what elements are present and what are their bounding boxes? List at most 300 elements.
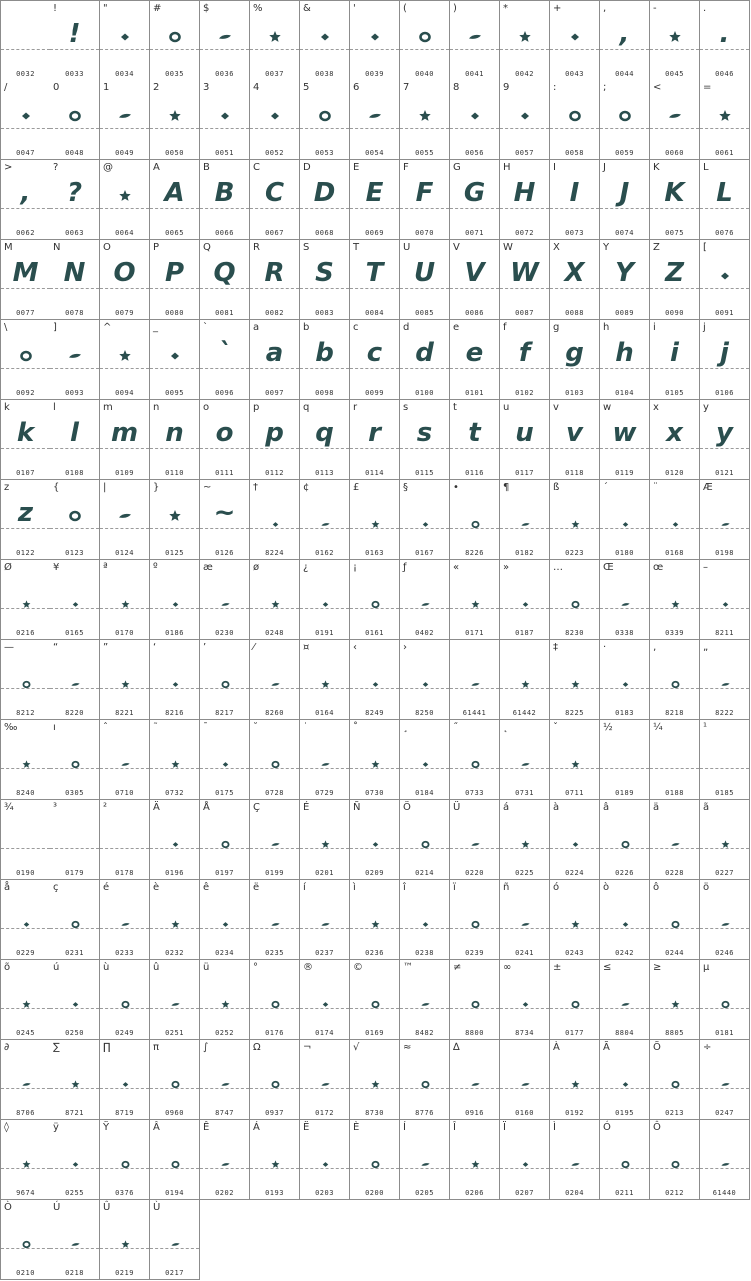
glyph-cell	[600, 480, 650, 560]
character-code: 0226	[615, 869, 634, 877]
glyph-cell	[600, 560, 650, 640]
glyph-cell	[300, 880, 350, 960]
character-code: 0229	[16, 949, 35, 957]
baseline-guide	[600, 768, 649, 769]
character-code: 0098	[315, 389, 334, 397]
character-code: 0095	[165, 389, 184, 397]
glyph-cell	[600, 80, 650, 160]
glyph-cell	[400, 640, 450, 720]
glyph-preview: W	[510, 258, 539, 288]
character-label: Ü	[453, 802, 461, 813]
character-label: ¥	[53, 562, 60, 573]
character-code: 0249	[115, 1029, 134, 1037]
character-label: •	[453, 482, 459, 493]
o-placeholder-icon	[67, 508, 83, 528]
character-label: ¿	[303, 562, 309, 573]
character-label: ç	[53, 882, 59, 893]
character-code: 0237	[315, 949, 334, 957]
glyph-cell	[500, 1120, 550, 1200]
glyph-preview: s	[416, 418, 433, 448]
star-placeholder-icon	[117, 348, 133, 368]
baseline-guide	[150, 368, 199, 369]
character-code: 0241	[515, 949, 534, 957]
star-placeholder-icon	[167, 108, 183, 128]
glyph-cell	[100, 1200, 150, 1280]
dot-placeholder-icon	[70, 595, 81, 614]
glyph-cell	[100, 0, 150, 81]
character-label: &	[303, 3, 311, 14]
character-code: 0711	[565, 789, 584, 797]
baseline-guide	[400, 128, 449, 129]
character-label: a	[253, 322, 260, 333]
glyph-preview: U	[413, 258, 436, 288]
glyph-cell	[50, 960, 100, 1040]
star-placeholder-icon	[21, 595, 32, 614]
glyph-cell	[600, 1120, 650, 1200]
dash-placeholder-icon	[420, 995, 431, 1014]
character-code: 0180	[615, 549, 634, 557]
dot-placeholder-icon	[670, 515, 681, 534]
glyph-cell	[250, 800, 300, 880]
o-placeholder-icon	[270, 1075, 281, 1094]
character-label: ≥	[653, 962, 662, 973]
dash-placeholder-icon	[70, 675, 81, 694]
glyph-cell	[350, 560, 400, 640]
o-placeholder-icon	[220, 835, 231, 854]
baseline-guide	[650, 768, 699, 769]
character-code: 0223	[565, 549, 584, 557]
character-code: 0213	[665, 1109, 684, 1117]
glyph-cell	[350, 160, 400, 240]
character-label: Â	[153, 1122, 160, 1133]
baseline-guide	[650, 49, 699, 50]
character-code: 0035	[165, 70, 184, 78]
character-code: 0051	[215, 149, 234, 157]
character-code: 0188	[665, 789, 684, 797]
dot-placeholder-icon	[567, 29, 583, 49]
character-code: 0079	[115, 309, 134, 317]
character-label: 9	[503, 82, 510, 93]
character-code: 0082	[265, 309, 284, 317]
character-label: ˆ	[103, 722, 108, 733]
character-code: 0245	[16, 1029, 35, 1037]
character-code: 0083	[315, 309, 334, 317]
star-placeholder-icon	[170, 755, 181, 774]
baseline-guide	[400, 49, 449, 50]
glyph-preview: q	[315, 418, 334, 448]
glyph-cell	[0, 960, 51, 1040]
glyph-cell	[350, 400, 400, 480]
o-placeholder-icon	[21, 675, 32, 694]
o-placeholder-icon	[670, 915, 681, 934]
character-code: 0219	[115, 1269, 134, 1277]
character-code: 0036	[215, 70, 234, 78]
character-code: 0161	[365, 629, 384, 637]
character-label: e	[453, 322, 460, 333]
character-label: à	[553, 802, 560, 813]
glyph-cell	[50, 320, 100, 400]
character-label: P	[153, 242, 160, 253]
glyph-cell	[200, 160, 250, 240]
glyph-cell	[450, 480, 500, 560]
dash-placeholder-icon	[170, 1235, 181, 1254]
glyph-cell	[200, 640, 250, 720]
character-code: 0052	[265, 149, 284, 157]
o-placeholder-icon	[617, 108, 633, 128]
character-label: Œ	[603, 562, 614, 573]
character-label: Ö	[403, 802, 411, 813]
star-placeholder-icon	[267, 29, 283, 49]
character-code: 0185	[715, 789, 734, 797]
character-label: @	[103, 162, 113, 173]
glyph-cell	[500, 320, 550, 400]
glyph-cell	[650, 160, 700, 240]
character-label: t	[453, 402, 457, 413]
glyph-cell	[50, 720, 100, 800]
star-placeholder-icon	[21, 755, 32, 774]
o-placeholder-icon	[120, 1155, 131, 1174]
character-code: 0066	[215, 229, 234, 237]
dash-placeholder-icon	[720, 515, 731, 534]
glyph-cell	[300, 560, 350, 640]
glyph-cell	[200, 0, 250, 81]
o-placeholder-icon	[670, 1155, 681, 1174]
dot-placeholder-icon	[620, 1075, 631, 1094]
glyph-cell	[350, 1120, 400, 1200]
dot-placeholder-icon	[420, 675, 431, 694]
glyph-preview: n	[165, 418, 184, 448]
glyph-cell	[50, 1120, 100, 1200]
character-code: 0075	[665, 229, 684, 237]
character-label: ”	[103, 642, 109, 653]
character-label: '	[353, 3, 356, 14]
glyph-cell	[0, 640, 51, 720]
glyph-cell	[0, 160, 51, 240]
glyph-cell	[600, 160, 650, 240]
o-placeholder-icon	[120, 995, 131, 1014]
character-label: }	[153, 482, 160, 493]
glyph-preview: !	[68, 19, 81, 49]
character-label: *	[503, 3, 508, 14]
glyph-cell	[500, 640, 550, 720]
glyph-preview: `	[218, 338, 231, 368]
character-code: 0960	[165, 1109, 184, 1117]
character-label: h	[603, 322, 610, 333]
star-placeholder-icon	[717, 108, 733, 128]
character-code: 8216	[165, 709, 184, 717]
glyph-preview: v	[566, 418, 583, 448]
glyph-cell	[300, 480, 350, 560]
glyph-cell	[50, 1200, 100, 1280]
glyph-cell	[350, 880, 400, 960]
character-label: d	[403, 322, 410, 333]
character-label: p	[253, 402, 260, 413]
character-code: 0214	[415, 869, 434, 877]
glyph-cell	[0, 880, 51, 960]
character-code: 0187	[515, 629, 534, 637]
glyph-preview: b	[315, 338, 334, 368]
o-placeholder-icon	[270, 755, 281, 774]
glyph-cell	[550, 400, 600, 480]
glyph-cell	[150, 0, 200, 81]
character-code: 0039	[365, 70, 384, 78]
character-code: 0339	[665, 629, 684, 637]
glyph-cell	[50, 560, 100, 640]
glyph-cell	[700, 80, 750, 160]
character-code: 0183	[615, 709, 634, 717]
dash-placeholder-icon	[117, 108, 133, 128]
glyph-cell	[150, 800, 200, 880]
character-code: 0057	[515, 149, 534, 157]
character-code: 0728	[265, 789, 284, 797]
character-code: 0048	[65, 149, 84, 157]
character-code: 0195	[615, 1109, 634, 1117]
dot-placeholder-icon	[217, 108, 233, 128]
baseline-guide	[600, 128, 649, 129]
character-code: 0126	[215, 549, 234, 557]
character-label: K	[653, 162, 660, 173]
star-placeholder-icon	[320, 675, 331, 694]
character-label: ´	[603, 482, 608, 493]
glyph-preview: Q	[213, 258, 236, 288]
glyph-cell	[650, 480, 700, 560]
character-code: 61442	[512, 709, 537, 717]
glyph-cell	[250, 560, 300, 640]
character-label: Ó	[603, 1122, 611, 1133]
character-label: ˜	[153, 722, 158, 733]
character-label: (	[403, 3, 407, 14]
glyph-cell	[550, 1040, 600, 1120]
character-code: 8260	[265, 709, 284, 717]
character-code: 0104	[615, 389, 634, 397]
glyph-cell	[0, 240, 51, 320]
glyph-cell	[700, 800, 750, 880]
character-code: 0167	[415, 549, 434, 557]
baseline-guide	[450, 128, 499, 129]
glyph-cell	[650, 400, 700, 480]
dot-placeholder-icon	[520, 1155, 531, 1174]
glyph-preview: I	[569, 178, 580, 208]
glyph-cell	[450, 960, 500, 1040]
character-label: <	[653, 82, 662, 93]
glyph-preview: S	[315, 258, 334, 288]
character-code: 0227	[715, 869, 734, 877]
baseline-guide	[450, 49, 499, 50]
dash-placeholder-icon	[67, 348, 83, 368]
character-label: æ	[203, 562, 213, 573]
baseline-guide	[100, 528, 149, 529]
character-label: ˘	[253, 722, 258, 733]
character-code: 0122	[16, 549, 35, 557]
character-code: 0169	[365, 1029, 384, 1037]
star-placeholder-icon	[667, 29, 683, 49]
glyph-cell	[250, 80, 300, 160]
star-placeholder-icon	[517, 29, 533, 49]
glyph-cell	[0, 1040, 51, 1120]
character-code: 0055	[415, 149, 434, 157]
character-code: 0210	[16, 1269, 35, 1277]
glyph-cell	[500, 960, 550, 1040]
character-label: f	[503, 322, 507, 333]
glyph-preview: Y	[615, 258, 634, 288]
character-code: 0084	[365, 309, 384, 317]
character-label: Ç	[253, 802, 260, 813]
glyph-cell	[600, 320, 650, 400]
character-label: G	[453, 162, 461, 173]
dash-placeholder-icon	[270, 915, 281, 934]
character-code: 0088	[565, 309, 584, 317]
dash-placeholder-icon	[670, 835, 681, 854]
glyph-preview: y	[716, 418, 733, 448]
character-code: 8730	[365, 1109, 384, 1117]
character-code: 0102	[515, 389, 534, 397]
character-label: ¤	[303, 642, 310, 653]
character-code: 0193	[265, 1189, 284, 1197]
glyph-preview: a	[265, 338, 284, 368]
character-label: ñ	[503, 882, 510, 893]
glyph-cell	[200, 960, 250, 1040]
glyph-cell	[450, 640, 500, 720]
dash-placeholder-icon	[220, 1155, 231, 1174]
character-label: á	[503, 802, 510, 813]
character-label: Å	[203, 802, 210, 813]
character-label: ©	[353, 962, 363, 973]
glyph-cell	[200, 1120, 250, 1200]
baseline-guide	[1, 368, 50, 369]
character-code: 0070	[415, 229, 434, 237]
glyph-preview: ~	[213, 498, 236, 528]
glyph-cell	[450, 320, 500, 400]
character-code: 0053	[315, 149, 334, 157]
glyph-cell	[250, 480, 300, 560]
character-code: 0050	[165, 149, 184, 157]
character-code: 0087	[515, 309, 534, 317]
star-placeholder-icon	[270, 1155, 281, 1174]
dot-placeholder-icon	[320, 595, 331, 614]
character-label: í	[303, 882, 306, 893]
baseline-guide	[50, 528, 99, 529]
glyph-cell	[300, 0, 350, 81]
dash-placeholder-icon	[720, 675, 731, 694]
dot-placeholder-icon	[620, 915, 631, 934]
glyph-preview: L	[716, 178, 733, 208]
glyph-cell	[600, 0, 650, 81]
dash-placeholder-icon	[467, 29, 483, 49]
character-code: 0376	[115, 1189, 134, 1197]
character-code: 0060	[665, 149, 684, 157]
o-placeholder-icon	[670, 1075, 681, 1094]
glyph-cell	[550, 160, 600, 240]
character-code: 8482	[415, 1029, 434, 1037]
character-code: 0124	[115, 549, 134, 557]
character-label: D	[303, 162, 311, 173]
o-placeholder-icon	[567, 108, 583, 128]
character-code: 61441	[462, 709, 487, 717]
dash-placeholder-icon	[21, 1075, 32, 1094]
glyph-cell	[200, 720, 250, 800]
glyph-cell	[300, 960, 350, 1040]
glyph-cell	[0, 480, 51, 560]
character-label: Ì	[553, 1122, 556, 1133]
baseline-guide	[100, 49, 149, 50]
character-label: Ê	[203, 1122, 210, 1133]
glyph-cell	[600, 400, 650, 480]
character-label: Y	[603, 242, 610, 253]
glyph-cell	[550, 1120, 600, 1200]
glyph-cell	[700, 1040, 750, 1120]
character-label: 4	[253, 82, 260, 93]
glyph-cell	[400, 960, 450, 1040]
glyph-cell	[50, 400, 100, 480]
character-code: 0231	[65, 949, 84, 957]
glyph-cell	[0, 1200, 51, 1280]
glyph-cell	[100, 240, 150, 320]
character-label: Á	[253, 1122, 260, 1133]
dot-placeholder-icon	[220, 915, 231, 934]
character-code: 0045	[665, 70, 684, 78]
glyph-cell	[50, 1040, 100, 1120]
character-code: 0164	[315, 709, 334, 717]
star-placeholder-icon	[720, 835, 731, 854]
glyph-preview: w	[612, 418, 637, 448]
character-label: ë	[253, 882, 260, 893]
glyph-cell	[450, 240, 500, 320]
glyph-preview: z	[17, 498, 34, 528]
glyph-cell	[650, 320, 700, 400]
baseline-guide	[1, 848, 50, 849]
dot-placeholder-icon	[270, 515, 281, 534]
glyph-cell	[150, 960, 200, 1040]
glyph-cell	[150, 160, 200, 240]
glyph-cell	[400, 880, 450, 960]
glyph-cell	[500, 0, 550, 81]
glyph-cell	[150, 480, 200, 560]
dot-placeholder-icon	[420, 515, 431, 534]
glyph-cell	[0, 560, 51, 640]
character-label: ]	[53, 322, 57, 333]
character-label: +	[553, 3, 562, 14]
dot-placeholder-icon	[317, 29, 333, 49]
o-placeholder-icon	[370, 595, 381, 614]
character-label: L	[703, 162, 709, 173]
character-label: o	[203, 402, 210, 413]
character-label: T	[353, 242, 360, 253]
character-label: ¬	[303, 1042, 312, 1053]
glyph-cell	[300, 800, 350, 880]
character-label: Í	[403, 1122, 406, 1133]
dash-placeholder-icon	[120, 915, 131, 934]
glyph-preview: H	[513, 178, 536, 208]
glyph-cell	[350, 800, 400, 880]
character-label: ∫	[203, 1042, 209, 1053]
dash-placeholder-icon	[520, 755, 531, 774]
character-label: Ë	[303, 1122, 310, 1133]
character-code: 0248	[265, 629, 284, 637]
character-label: !	[53, 3, 58, 14]
character-label: ˛	[503, 722, 508, 733]
glyph-preview: ,	[20, 178, 31, 208]
character-label: J	[603, 162, 606, 173]
glyph-cell	[0, 320, 51, 400]
glyph-preview: k	[16, 418, 35, 448]
character-label: U	[403, 242, 411, 253]
glyph-preview: O	[113, 258, 136, 288]
character-label: ˚	[353, 722, 358, 733]
character-label: /	[4, 82, 8, 93]
character-code: 0232	[165, 949, 184, 957]
character-code: 0113	[315, 469, 334, 477]
character-code: 0071	[465, 229, 484, 237]
